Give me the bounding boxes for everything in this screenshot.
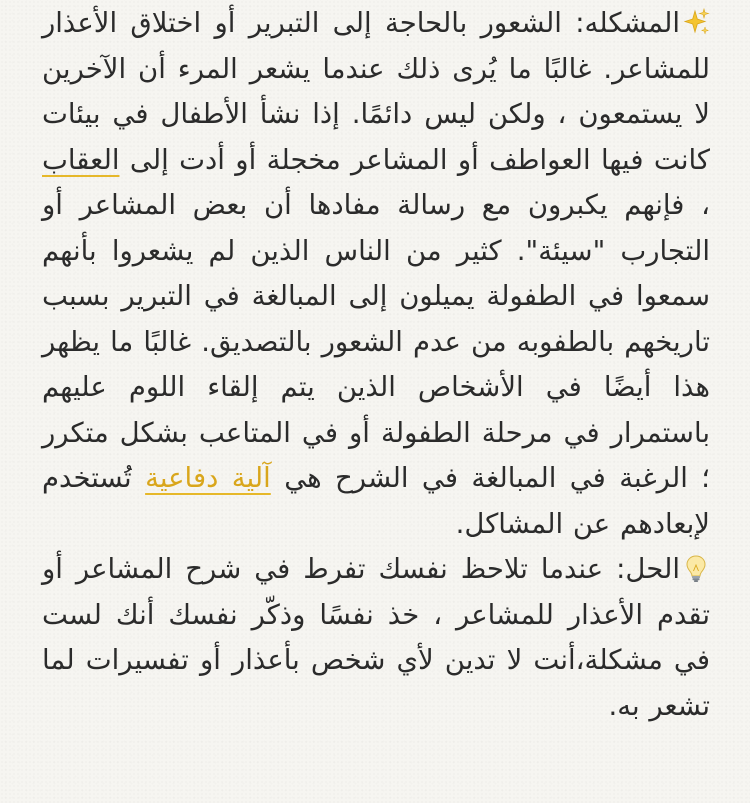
problem-text-2: ، فإنهم يكبرون مع رسالة مفادها أن بعض المشاعر أو التجارب "سيئة". كثير من الناس الذين لم يشعروا بأنهم سمعوا في الطفولة يميلون إلى المبالغة في التبرير بسبب تاريخهم بالطفوبه من عدم الشعور بالتصديق. غالبًا ما يظهر هذا أيضًا في الأشخاص الذين يتم إلقاء اللوم عليهم باستمرار في مرحلة الطفولة أو في المتاعب بشكل متكرر ؛ الرغبة في المبالغة في الشرح هي <box>42 189 710 494</box>
solution-label: الحل: <box>616 553 680 585</box>
solution-paragraph <box>42 547 710 729</box>
sparkles-icon <box>682 7 710 37</box>
problem-label: المشكله: <box>575 7 680 39</box>
problem-text-3: تُستخدم لإبعادهم عن المشاكل. <box>42 462 710 540</box>
punishment-link[interactable]: العقاب <box>42 143 120 176</box>
problem-text-1: الشعور بالحاجة إلى التبرير أو اختلاق الأعذار للمشاعر. غالبًا ما يُرى ذلك عندما يشعر المرء أن الآخرين لا يستمعون ، ولكن ليس دائمًا. إذا نشأ الأطفال في بيئات كانت فيها العواطف أو المشاعر مخجلة أو أدت إلى <box>42 7 710 176</box>
light-bulb-icon <box>682 553 710 583</box>
solution-text: عندما تلاحظ نفسك تفرط في شرح المشاعر أو تقدم الأعذار للمشاعر ، خذ نفسًا وذكّر نفسك أنك لست في مشكلة،أنت لا تدين لأي شخص بأعذار أو تفسيرات لما تشعر به. <box>42 553 710 722</box>
defense-mechanism-link[interactable]: آلية دفاعية <box>145 462 271 494</box>
problem-paragraph <box>42 0 710 547</box>
